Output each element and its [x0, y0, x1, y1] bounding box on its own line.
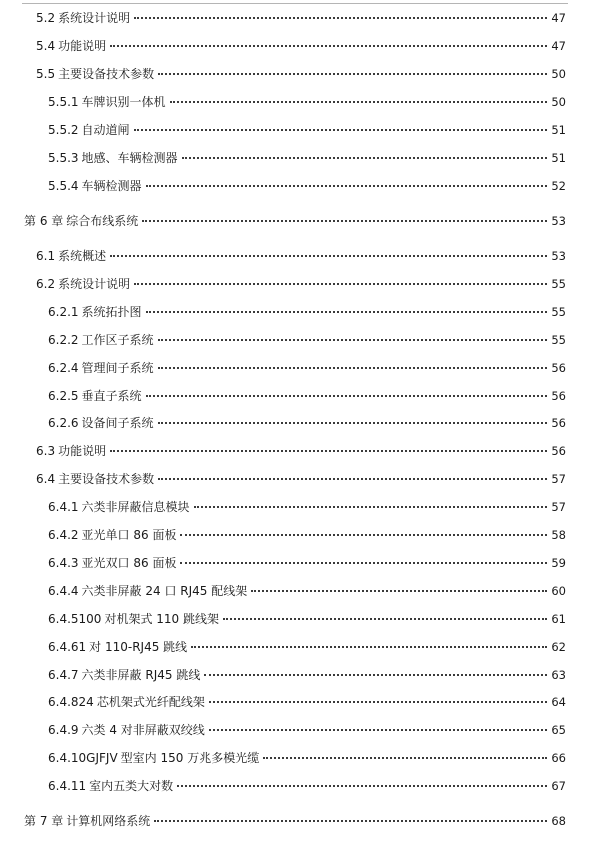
- toc-number: 6.4.7: [48, 668, 79, 682]
- toc-number: 6.2.2: [48, 333, 79, 347]
- toc-entry-6-4-3[interactable]: [48, 555, 566, 571]
- dot-leader: [204, 674, 547, 676]
- dot-leader: [209, 729, 548, 731]
- toc-entry-6-4-8[interactable]: [48, 694, 566, 710]
- toc-page-number: 55: [551, 277, 566, 291]
- toc-number: 5.5: [36, 67, 56, 81]
- toc-page-number: 55: [551, 305, 566, 319]
- toc-page-number: 50: [551, 95, 566, 109]
- toc-title: 管理间子系统: [81, 361, 154, 375]
- dot-leader: [223, 618, 547, 620]
- toc-entry-6-1[interactable]: [36, 248, 566, 264]
- toc-page-number: 53: [551, 249, 566, 263]
- dot-leader: [110, 45, 547, 47]
- toc-entry-5-5-4[interactable]: [48, 178, 566, 194]
- toc-number: 6.2.1: [48, 305, 79, 319]
- toc-page-number: 57: [551, 472, 566, 486]
- dot-leader: [177, 785, 547, 787]
- toc-title: 型室内 150 万兆多模光缆: [120, 751, 260, 765]
- toc-number: 6.4.10GJFJV: [48, 751, 118, 765]
- toc-title: 六类非屏蔽 RJ45 跳线: [81, 668, 201, 682]
- toc-entry-chapter-7[interactable]: [24, 813, 566, 829]
- toc-title: 六类非屏蔽信息模块: [81, 500, 190, 514]
- toc-title: 系统设计说明: [58, 11, 131, 25]
- toc-title: 功能说明: [58, 444, 107, 458]
- dot-leader: [158, 367, 548, 369]
- toc-entry-chapter-6[interactable]: [24, 213, 566, 229]
- toc-number: 第 6 章: [24, 214, 64, 228]
- toc-entry-6-4[interactable]: [36, 471, 566, 487]
- toc-title: 垂直子系统: [81, 389, 142, 403]
- toc-title: 主要设备技术参数: [58, 472, 155, 486]
- toc-entry-5-5[interactable]: [36, 66, 566, 82]
- toc-title: 功能说明: [58, 39, 107, 53]
- toc-page-number: 61: [551, 612, 566, 626]
- toc-title: 车牌识别一体机: [81, 95, 166, 109]
- dot-leader: [209, 701, 548, 703]
- toc-number: 6.4.4: [48, 584, 79, 598]
- toc-page-number: 65: [551, 723, 566, 737]
- toc-entry-6-2-2[interactable]: [48, 332, 566, 348]
- toc-entry-6-2-4[interactable]: [48, 360, 566, 376]
- toc-title: 对机架式 110 跳线架: [104, 612, 219, 626]
- toc-page-number: 68: [551, 814, 566, 828]
- dot-leader: [180, 562, 547, 564]
- dot-leader: [191, 646, 547, 648]
- toc-title: 室内五类大对数: [89, 779, 174, 793]
- dot-leader: [142, 220, 547, 222]
- toc-entry-6-4-5[interactable]: [48, 611, 566, 627]
- toc-entry-6-4-7[interactable]: [48, 667, 566, 683]
- toc-number: 6.4.824: [48, 695, 94, 709]
- dot-leader: [134, 129, 548, 131]
- toc-entry-6-4-10[interactable]: [48, 750, 566, 766]
- toc-number: 6.4: [36, 472, 56, 486]
- toc-page-number: 57: [551, 500, 566, 514]
- toc-entry-5-4[interactable]: [36, 38, 566, 54]
- toc-title: 芯机架式光纤配线架: [96, 695, 205, 709]
- toc-number: 5.5.4: [48, 179, 79, 193]
- toc-page-number: 53: [551, 214, 566, 228]
- dot-leader: [134, 17, 547, 19]
- toc-title: 地感、车辆检测器: [81, 151, 178, 165]
- dot-leader: [158, 339, 548, 341]
- toc-entry-5-5-1[interactable]: [48, 94, 566, 110]
- toc-title: 亚光双口 86 面板: [81, 556, 177, 570]
- toc-page-number: 56: [551, 389, 566, 403]
- toc-number: 6.4.61: [48, 640, 87, 654]
- toc-page-number: 67: [551, 779, 566, 793]
- toc-title: 工作区子系统: [81, 333, 154, 347]
- toc-page-number: 64: [551, 695, 566, 709]
- toc-number: 6.2: [36, 277, 56, 291]
- toc-title: 计算机网络系统: [66, 814, 151, 828]
- toc-page-number: 51: [551, 151, 566, 165]
- toc-number: 5.4: [36, 39, 56, 53]
- toc-title: 对 110-RJ45 跳线: [89, 640, 188, 654]
- toc-title: 系统设计说明: [58, 277, 131, 291]
- toc-page-number: 63: [551, 668, 566, 682]
- toc-number: 6.1: [36, 249, 56, 263]
- toc-page-number: 47: [551, 11, 566, 25]
- toc-title: 综合布线系统: [66, 214, 139, 228]
- dot-leader: [194, 506, 548, 508]
- toc-title: 系统概述: [58, 249, 107, 263]
- dot-leader: [146, 185, 548, 187]
- toc-number: 6.4.11: [48, 779, 87, 793]
- toc-number: 第 7 章: [24, 814, 64, 828]
- dot-leader: [263, 757, 547, 759]
- toc-title: 设备间子系统: [81, 416, 154, 430]
- dot-leader: [251, 590, 547, 592]
- toc-page-number: 62: [551, 640, 566, 654]
- dot-leader: [110, 255, 547, 257]
- toc-title: 自动道闸: [81, 123, 130, 137]
- toc-entry-5-2[interactable]: [36, 10, 566, 26]
- toc-page-number: 50: [551, 67, 566, 81]
- toc-entry-5-5-3[interactable]: [48, 150, 566, 166]
- toc-page-number: 55: [551, 333, 566, 347]
- toc-title: 六类非屏蔽 24 口 RJ45 配线架: [81, 584, 248, 598]
- toc-number: 6.4.3: [48, 556, 79, 570]
- toc-page-number: 52: [551, 179, 566, 193]
- toc-number: 5.5.2: [48, 123, 79, 137]
- toc-title: 六类 4 对非屏蔽双绞线: [81, 723, 205, 737]
- toc-number: 6.4.9: [48, 723, 79, 737]
- toc-entry-6-2-5[interactable]: [48, 388, 566, 404]
- dot-leader: [170, 101, 548, 103]
- toc-number: 6.2.4: [48, 361, 79, 375]
- toc-entry-6-4-9[interactable]: [48, 722, 566, 738]
- toc-page-number: 56: [551, 444, 566, 458]
- toc-entry-6-4-4[interactable]: [48, 583, 566, 599]
- toc-entry-6-2-6[interactable]: [48, 415, 566, 431]
- toc-entry-5-5-2[interactable]: [48, 122, 566, 138]
- dot-leader: [110, 450, 547, 452]
- toc-title: 主要设备技术参数: [58, 67, 155, 81]
- dot-leader: [134, 283, 547, 285]
- toc-page-number: 58: [551, 528, 566, 542]
- toc-page-number: 59: [551, 556, 566, 570]
- toc-page-number: 60: [551, 584, 566, 598]
- toc-page-number: 51: [551, 123, 566, 137]
- toc-entry-6-4-2[interactable]: [48, 527, 566, 543]
- toc-page-number: 56: [551, 416, 566, 430]
- toc-number: 6.4.2: [48, 528, 79, 542]
- dot-leader: [158, 422, 548, 424]
- toc-number: 6.4.1: [48, 500, 79, 514]
- toc-page-number: 56: [551, 361, 566, 375]
- toc-entry-6-4-11[interactable]: [48, 778, 566, 794]
- toc-title: 系统拓扑图: [81, 305, 142, 319]
- toc-entry-6-2-1[interactable]: [48, 304, 566, 320]
- toc-number: 6.4.5100: [48, 612, 102, 626]
- dot-leader: [146, 395, 548, 397]
- dot-leader: [180, 534, 547, 536]
- toc-entry-6-3[interactable]: [36, 443, 566, 459]
- dot-leader: [158, 73, 547, 75]
- toc-page-number: 47: [551, 39, 566, 53]
- toc-title: 亚光单口 86 面板: [81, 528, 177, 542]
- toc-page-number: 66: [551, 751, 566, 765]
- dot-leader: [182, 157, 548, 159]
- toc-entry-6-2[interactable]: [36, 276, 566, 292]
- toc-title: 车辆检测器: [81, 179, 142, 193]
- dot-leader: [146, 311, 548, 313]
- toc-entry-6-4-6[interactable]: [48, 639, 566, 655]
- toc-number: 6.3: [36, 444, 56, 458]
- toc-number: 5.2: [36, 11, 56, 25]
- toc-entry-6-4-1[interactable]: [48, 499, 566, 515]
- toc-number: 5.5.3: [48, 151, 79, 165]
- toc-number: 6.2.6: [48, 416, 79, 430]
- dot-leader: [158, 478, 547, 480]
- dot-leader: [154, 820, 547, 822]
- toc-number: 5.5.1: [48, 95, 79, 109]
- toc-number: 6.2.5: [48, 389, 79, 403]
